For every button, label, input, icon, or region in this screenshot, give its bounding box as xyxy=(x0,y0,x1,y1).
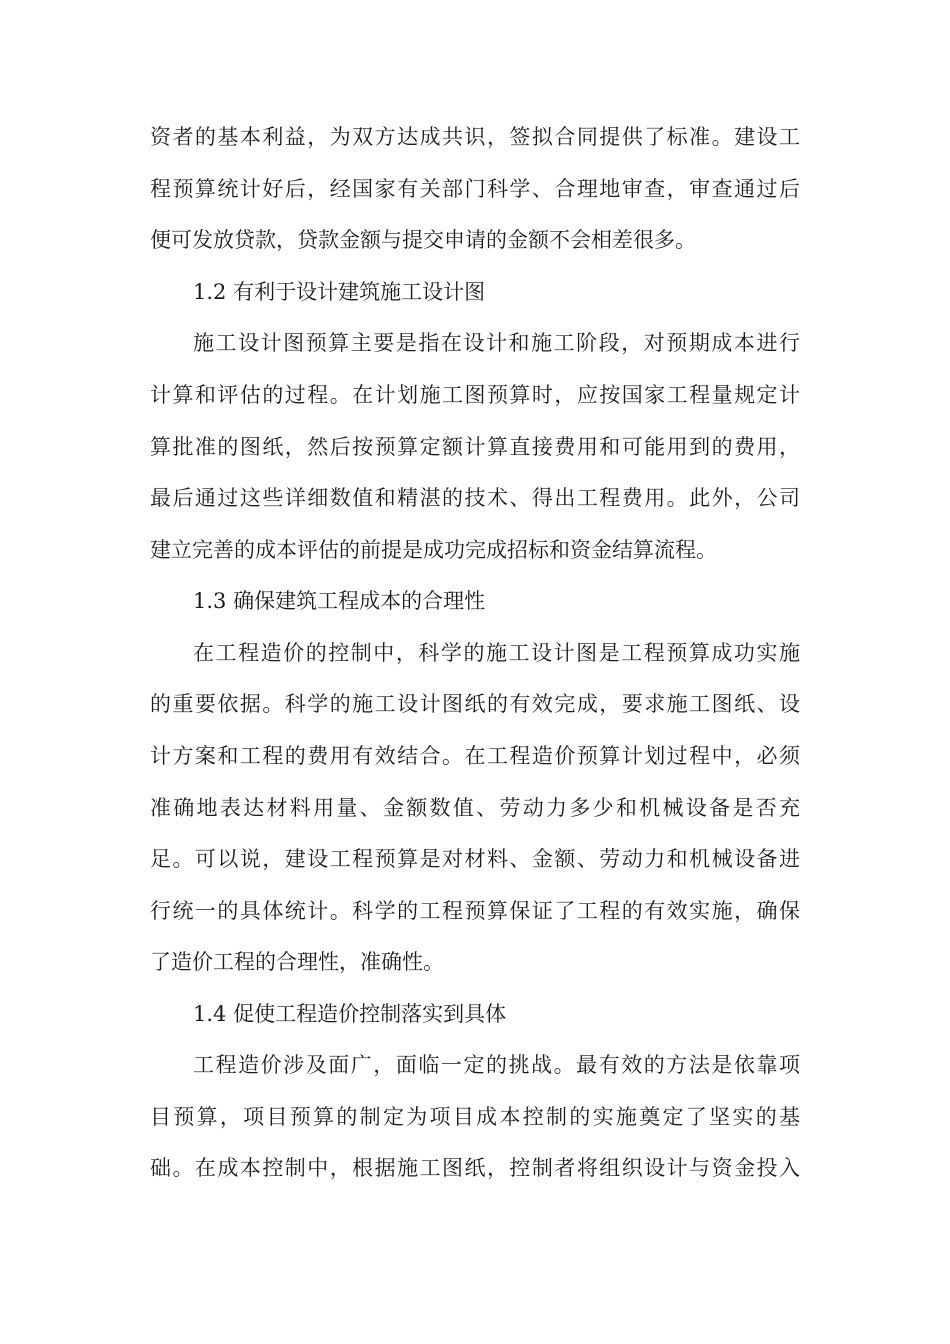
body-text-line: 计方案和工程的费用有效结合。在工程造价预算计划过程中，必须 xyxy=(150,744,800,768)
body-text-line: 资者的基本利益，为双方达成共识，签拟合同提供了标准。建设工 xyxy=(150,125,800,149)
section-heading-1-3: 1.3 确保建筑工程成本的合理性 xyxy=(193,589,486,613)
body-text-line: 算批准的图纸，然后按预算定额计算直接费用和可能用到的费用， xyxy=(150,435,800,459)
body-text-line: 施工设计图预算主要是指在设计和施工阶段，对预期成本进行 xyxy=(193,331,800,355)
body-text-line: 础。在成本控制中，根据施工图纸，控制者将组织设计与资金投入 xyxy=(150,1156,800,1180)
body-text-line: 了造价工程的合理性，准确性。 xyxy=(150,950,444,974)
body-text-line: 的重要依据。科学的施工设计图纸的有效完成，要求施工图纸、设 xyxy=(150,692,800,716)
body-text-line: 建立完善的成本评估的前提是成功完成招标和资金结算流程。 xyxy=(150,538,717,562)
body-text-line: 足。可以说，建设工程预算是对材料、金额、劳动力和机械设备进 xyxy=(150,847,800,871)
body-text-line: 目预算，项目预算的制定为项目成本控制的实施奠定了坚实的基 xyxy=(150,1105,800,1129)
body-text-line: 最后通过这些详细数值和精湛的技术、得出工程费用。此外，公司 xyxy=(150,486,800,510)
body-text-line: 在工程造价的控制中，科学的施工设计图是工程预算成功实施 xyxy=(193,641,800,665)
body-text-line: 工程造价涉及面广，面临一定的挑战。最有效的方法是依靠项 xyxy=(193,1053,800,1077)
body-text-line: 行统一的具体统计。科学的工程预算保证了工程的有效实施，确保 xyxy=(150,899,800,923)
body-text-line: 程预算统计好后，经国家有关部门科学、合理地审查，审查通过后 xyxy=(150,177,800,201)
body-text-line: 便可发放贷款，贷款金额与提交申请的金额不会相差很多。 xyxy=(150,228,696,252)
body-text-line: 准确地表达材料用量、金额数值、劳动力多少和机械设备是否充 xyxy=(150,796,800,820)
body-text-line: 计算和评估的过程。在计划施工图预算时，应按国家工程量规定计 xyxy=(150,383,800,407)
section-heading-1-2: 1.2 有利于设计建筑施工设计图 xyxy=(193,280,486,304)
section-heading-1-4: 1.4 促使工程造价控制落实到具体 xyxy=(193,1002,507,1026)
